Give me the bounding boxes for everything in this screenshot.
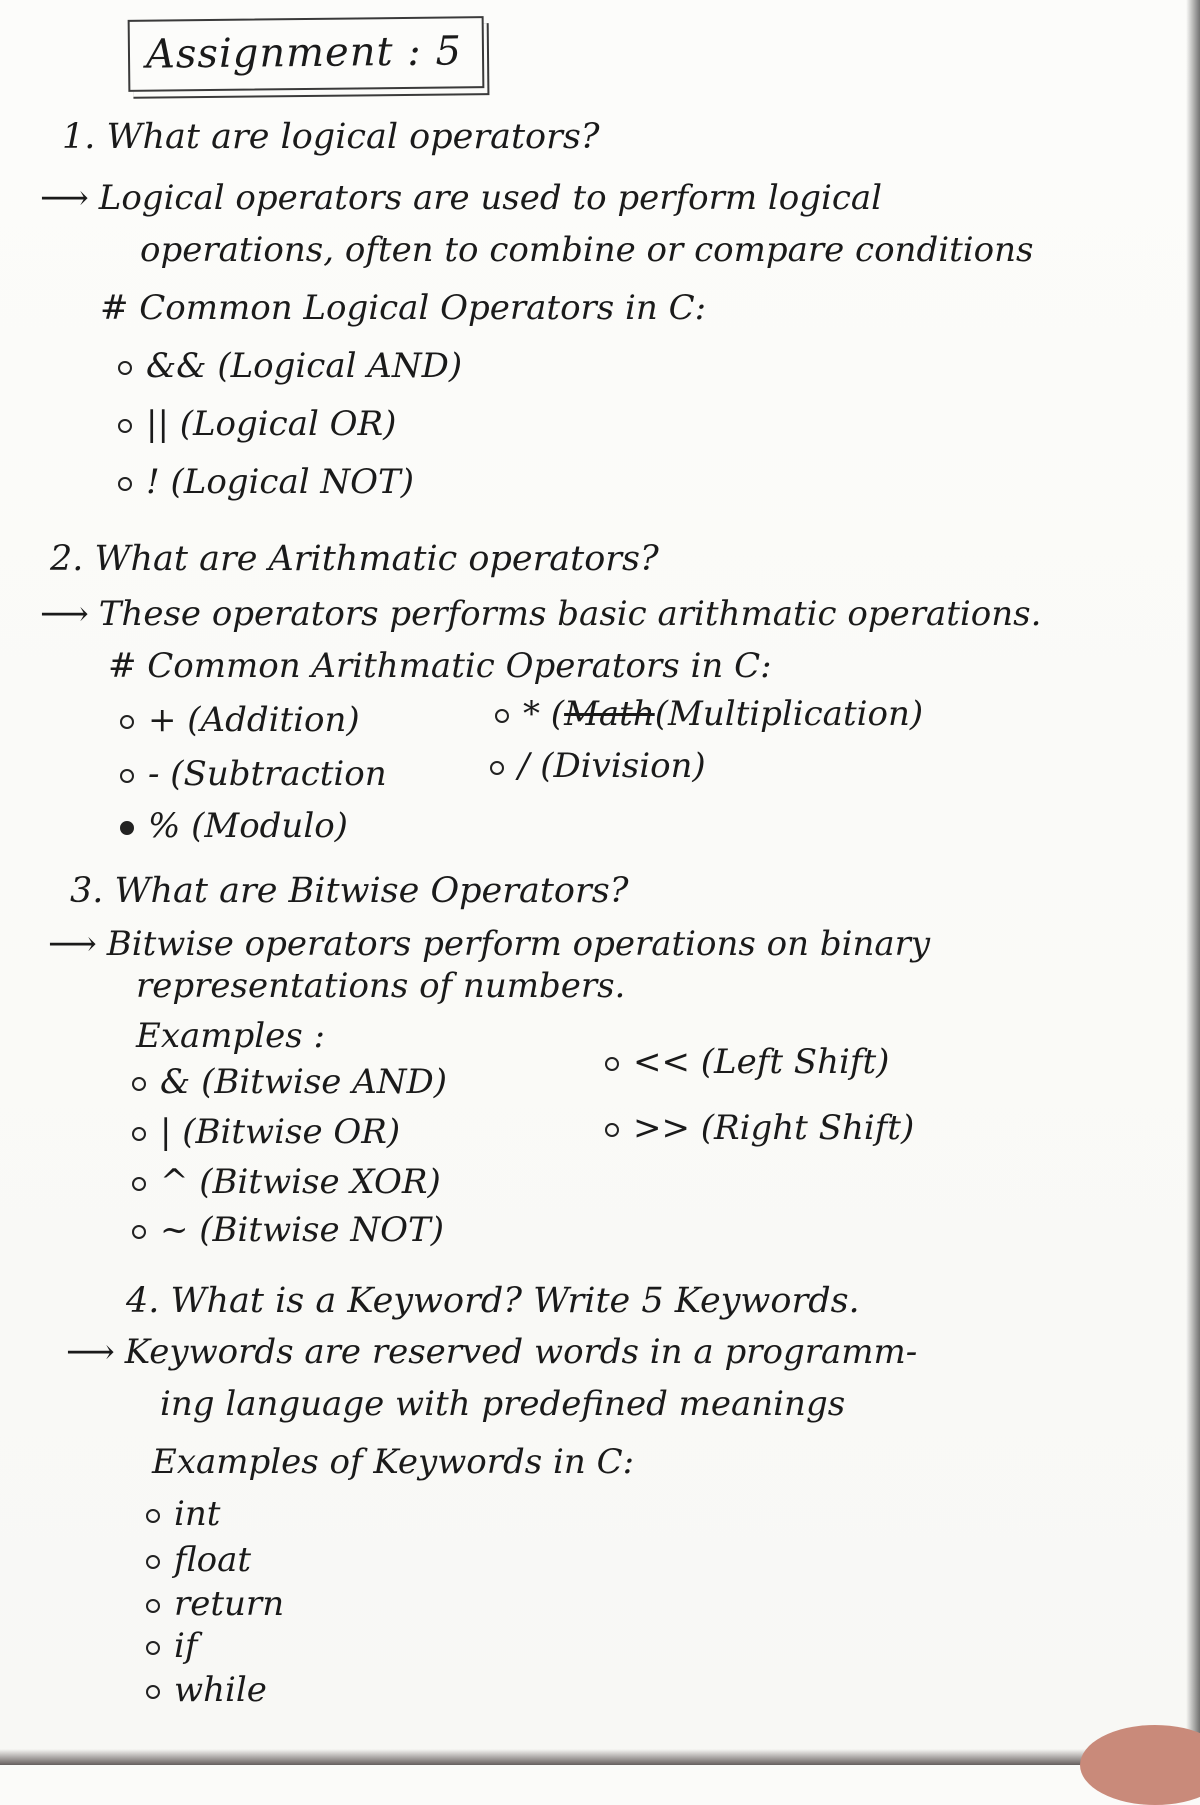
q2-item-multiplication	[495, 696, 923, 733]
q2-item-text: - (Subtraction	[148, 754, 387, 794]
q4-keyword-while	[146, 1672, 267, 1709]
bullet-icon	[132, 1225, 146, 1239]
q4-item-text: int	[174, 1494, 221, 1534]
finger-shape	[1080, 1725, 1200, 1805]
q2-item-division	[490, 748, 706, 785]
q3-item-text: & (Bitwise AND)	[160, 1062, 448, 1102]
q3-item-text: ^ (Bitwise XOR)	[160, 1162, 441, 1202]
q3-item-text: >> (Right Shift)	[633, 1108, 915, 1148]
q4-keyword-int	[146, 1496, 220, 1533]
question-1: 1. What are logical operators?	[62, 117, 600, 157]
bullet-icon	[120, 715, 134, 729]
q4-item-text: while	[174, 1670, 267, 1710]
page-bottom-shadow	[0, 1749, 1200, 1765]
answer-3-line-1	[48, 926, 930, 963]
answer-2-line-1	[40, 596, 1041, 633]
q4-keyword-float	[146, 1542, 251, 1579]
q4-item-text: float	[174, 1540, 252, 1580]
bullet-icon	[146, 1599, 160, 1613]
q3-item-text: | (Bitwise OR)	[160, 1112, 401, 1152]
q1-item-not	[118, 464, 414, 501]
q3-examples-label: Examples :	[136, 1016, 325, 1056]
q1-item-text: ! (Logical NOT)	[146, 462, 414, 502]
question-2: 2. What are Arithmatic operators?	[50, 539, 659, 579]
q3-item-right-shift	[605, 1110, 914, 1147]
q4-examples-label: Examples of Keywords in C:	[152, 1442, 635, 1482]
question-4: 4. What is a Keyword? Write 5 Keywords.	[126, 1281, 860, 1321]
bullet-icon	[490, 761, 504, 775]
q4-keyword-return	[146, 1586, 284, 1623]
answer-1-text-1: Logical operators are used to perform logical	[98, 178, 883, 218]
q2-item-subtraction	[120, 756, 387, 793]
question-3: 3. What are Bitwise Operators?	[70, 871, 629, 911]
arrow-icon: ⟶	[40, 178, 89, 218]
arrow-icon: ⟶	[40, 594, 89, 634]
bullet-icon	[120, 821, 134, 835]
answer-4-text-1: Keywords are reserved words in a programm-	[124, 1332, 918, 1372]
bullet-icon	[132, 1127, 146, 1141]
answer-1-line-1	[40, 180, 882, 217]
q1-item-text: && (Logical AND)	[146, 346, 463, 386]
q2-item-addition	[120, 702, 360, 739]
bullet-icon	[146, 1641, 160, 1655]
bullet-icon	[146, 1555, 160, 1569]
bullet-icon	[146, 1509, 160, 1523]
bullet-icon	[146, 1685, 160, 1699]
q3-item-text: << (Left Shift)	[633, 1042, 890, 1082]
q2-mult-rest: (Multiplication)	[654, 694, 924, 734]
q2-item-modulo	[120, 808, 348, 845]
q2-heading: # Common Arithmatic Operators in C:	[108, 646, 772, 686]
q3-item-bitwise-xor	[132, 1164, 441, 1201]
arrow-icon: ⟶	[48, 924, 97, 964]
answer-3-line-2: representations of numbers.	[136, 966, 626, 1006]
bullet-icon	[118, 361, 132, 375]
q3-item-left-shift	[605, 1044, 889, 1081]
answer-4-line-1	[66, 1334, 917, 1371]
q1-item-or	[118, 406, 396, 443]
bullet-icon	[120, 769, 134, 783]
q2-item-text: / (Division)	[518, 746, 706, 786]
page-edge-shadow	[1186, 0, 1200, 1765]
q3-item-bitwise-not	[132, 1212, 444, 1249]
q1-item-text: || (Logical OR)	[146, 404, 397, 444]
q4-item-text: return	[174, 1584, 285, 1624]
answer-3-text-1: Bitwise operators perform operations on binary	[106, 924, 931, 964]
q2-mult-struck: Math	[564, 694, 655, 734]
q4-item-text: if	[174, 1626, 198, 1666]
bullet-icon	[605, 1123, 619, 1137]
bullet-icon	[605, 1057, 619, 1071]
bullet-icon	[132, 1177, 146, 1191]
q3-item-bitwise-and	[132, 1064, 447, 1101]
q2-item-text: + (Addition)	[148, 700, 360, 740]
q1-heading: # Common Logical Operators in C:	[100, 288, 707, 328]
answer-4-line-2: ing language with predefined meanings	[160, 1384, 846, 1424]
q3-item-text: ~ (Bitwise NOT)	[160, 1210, 445, 1250]
answer-2-text-1: These operators performs basic arithmatic operations.	[98, 594, 1042, 634]
q4-keyword-if	[146, 1628, 197, 1665]
assignment-title: Assignment : 5	[128, 16, 485, 92]
bullet-icon	[132, 1077, 146, 1091]
answer-1-line-2: operations, often to combine or compare conditions	[140, 230, 1034, 270]
q2-item-text: % (Modulo)	[148, 806, 348, 846]
q2-mult-prefix: * (	[523, 694, 565, 734]
bullet-icon	[118, 419, 132, 433]
q3-item-bitwise-or	[132, 1114, 400, 1151]
q1-item-and	[118, 348, 462, 385]
arrow-icon: ⟶	[66, 1332, 115, 1372]
bullet-icon	[118, 477, 132, 491]
bullet-icon	[495, 709, 509, 723]
